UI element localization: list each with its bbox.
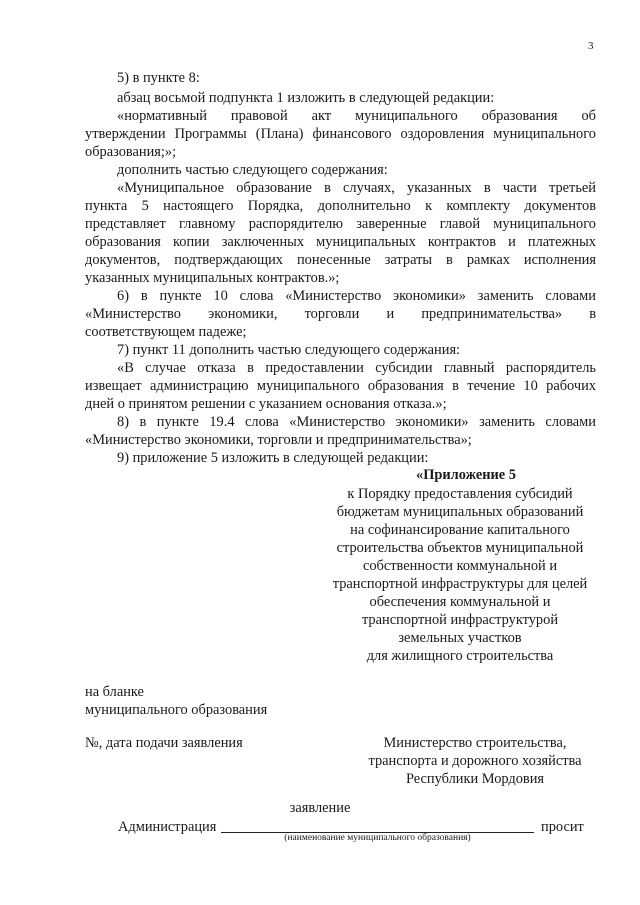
appendix-line: земельных участков	[398, 630, 522, 646]
body-line: «Министерство экономики, торговли и предпринимательства»;	[85, 432, 472, 448]
body-line: дней о принятом решении с указанием основания отказа.»;	[85, 396, 447, 412]
addressee-line: Министерство строительства,	[383, 735, 567, 751]
appendix-line: на софинансирование капитального	[350, 522, 570, 538]
letterhead-note: на бланке	[85, 684, 144, 700]
body-line: документов, подтверждающих понесенные затраты в рамках исполнения	[85, 252, 596, 268]
appendix-line: бюджетам муниципальных образований	[336, 504, 584, 520]
body-line: образования;»;	[85, 144, 177, 160]
appendix-line: для жилищного строительства	[366, 648, 554, 664]
request-prefix: Администрация	[118, 819, 217, 835]
appendix-line: транспортной инфраструктуры для целей	[332, 576, 588, 592]
addressee-line: транспорта и дорожного хозяйства	[368, 753, 582, 769]
body-line: образования копии заключенных муниципальных контрактов и платежных	[85, 234, 596, 250]
body-line: извещает администрацию муниципального образования в течение 10 рабочих	[85, 378, 596, 394]
body-line: абзац восьмой подпункта 1 изложить в следующей редакции:	[117, 90, 495, 106]
body-line: 8) в пункте 19.4 слова «Министерство экономики» заменить словами	[117, 414, 596, 430]
body-line: представляет главному распорядителю заверенные главой муниципального	[85, 216, 596, 232]
body-line: 5) в пункте 8:	[117, 70, 200, 86]
body-line: пункта 5 настоящего Порядка, дополнительно к комплекту документов	[85, 198, 596, 214]
addressee-line: Республики Мордовия	[405, 771, 545, 787]
letterhead-note: муниципального образования	[85, 702, 268, 718]
appendix-line: транспортной инфраструктурой	[361, 612, 559, 628]
form-title: заявление	[289, 800, 351, 816]
body-line: дополнить частью следующего содержания:	[117, 162, 388, 178]
page-number: 3	[588, 40, 594, 52]
body-line: соответствующем падеже;	[85, 324, 247, 340]
body-line: «Муниципальное образование в случаях, указанных в части третьей	[117, 180, 596, 196]
appendix-line: собственности коммунальной и	[362, 558, 558, 574]
body-line: утверждении Программы (Плана) финансового оздоровления муниципального	[85, 126, 596, 142]
body-line: «Министерство экономики, торговли и предпринимательства» в	[85, 306, 596, 322]
appendix-line: обеспечения коммунальной и	[369, 594, 551, 610]
body-line: «В случае отказа в предоставлении субсидии главный распорядитель	[117, 360, 596, 376]
application-date-label: №, дата подачи заявления	[85, 735, 243, 751]
body-line: «нормативный правовой акт муниципального образования об	[117, 108, 596, 124]
appendix-title: «Приложение 5	[416, 467, 516, 483]
body-line: 9) приложение 5 изложить в следующей редакции:	[117, 450, 429, 466]
appendix-line: к Порядку предоставления субсидий	[347, 486, 573, 502]
municipality-name-caption: (наименование муниципального образования)	[284, 833, 471, 843]
body-line: указанных муниципальных контрактов.»;	[85, 270, 340, 286]
request-suffix: просит	[541, 819, 584, 835]
body-line: 6) в пункте 10 слова «Министерство экономики» заменить словами	[117, 288, 596, 304]
body-line: 7) пункт 11 дополнить частью следующего содержания:	[117, 342, 461, 358]
appendix-line: строительства объектов муниципальной	[336, 540, 584, 556]
